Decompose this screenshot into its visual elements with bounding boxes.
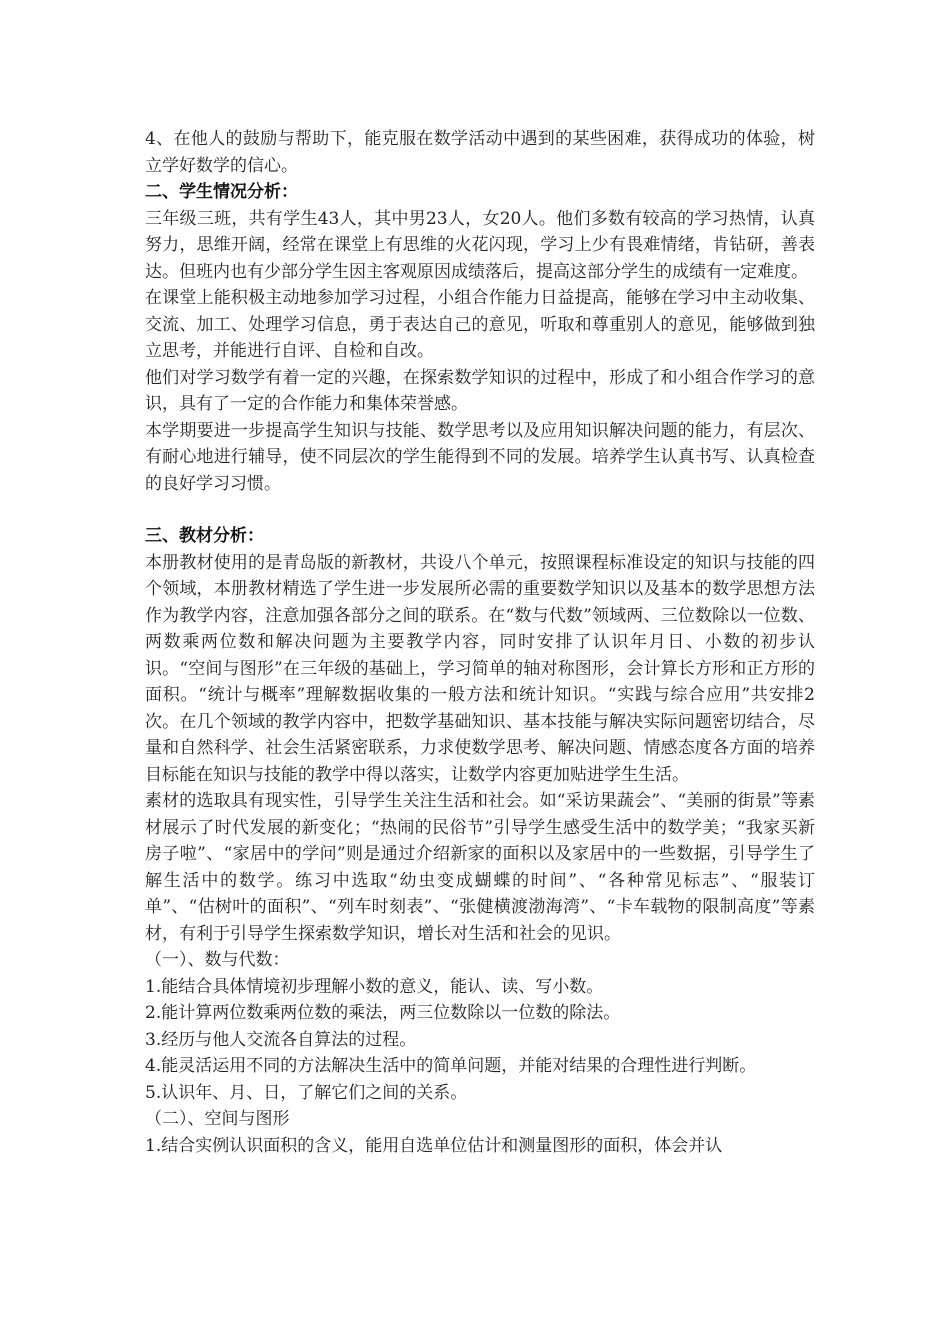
section-heading-textbook-analysis: 三、教材分析： [145, 526, 264, 546]
subsection-heading-number-algebra: （一）、数与代数： [145, 950, 290, 970]
document-page [145, 126, 815, 1159]
student-paragraph: 本学期要进一步提高学生知识与技能、数学思考以及应用知识解决问题的能力，有层次、有耐心地进行辅导，使不同层次的学生能得到不同的发展。培养学生认真书写、认真检查的良好学习习惯。 [145, 420, 815, 494]
list-item: 5.认识年、月、日，了解它们之间的关系。 [145, 1082, 468, 1103]
subsection-heading-space-figures: （二）、空间与图形 [145, 1109, 290, 1129]
list-item: 4.能灵活运用不同的方法解决生活中的简单问题，并能对结果的合理性进行判断。 [145, 1056, 757, 1076]
section-heading-student-analysis: 二、学生情况分析： [145, 182, 298, 202]
list-item: 3.经历与他人交流各自算法的过程。 [145, 1029, 417, 1050]
list-item: 1.能结合具体情境初步理解小数的意义，能认、读、写小数。 [145, 976, 604, 997]
textbook-paragraph: 本册教材使用的是青岛版的新教材，共设八个单元，按照课程标准设定的知识与技能的四个领域，本册教材精选了学生进一步发展所必需的重要数学知识以及基本的数学思想方法作为教学内容，注意加强各部分之间的联系。在“数与代数”领域两、三位数除以一位数、两数乘两位数和解决问题为主要教学内容，同时安排了认识年月日、小数的初步认识。“空间与图形”在三年级的基础上，学习简单的轴对称图形，会计算长方形和正方形的面积。“统计与概率”理解数据收集的一般方法和统计知识。“实践与综合应用”共安排2次。在几个领域的教学内容中，把数学基础知识、基本技能与解决实际问题密切结合，尽量和自然科学、社会生活紧密联系，力求使数学思考、解决问题、情感态度各方面的培养目标能在知识与技能的教学中得以落实，让数学内容更加贴进学生生活。 [145, 552, 815, 785]
student-paragraph: 在课堂上能积极主动地参加学习过程，小组合作能力日益提高，能够在学习中主动收集、交流、加工、处理学习信息，勇于表达自己的意见，听取和尊重别人的意见，能够做到独立思考，并能进行自评、自检和自改。 [145, 288, 815, 361]
textbook-paragraph: 素材的选取具有现实性，引导学生关注生活和社会。如“采访果蔬会”、“美丽的街景”等素材展示了时代发展的新变化；“热闹的民俗节”引导学生感受生活中的数学美；“我家买新房子啦”、“家居中的学问”则是通过介绍新家的面积以及家居中的一些数据，引导学生了解生活中的数学。练习中选取“幼虫变成蝴蝶的时间”、“各种常见标志”、“服装订单”、“估树叶的面积”、“列车时刻表”、“张健横渡渤海湾”、“卡车载物的限制高度”等素材，有利于引导学生探索数学知识，增长对生活和社会的见识。 [145, 791, 815, 944]
student-paragraph: 他们对学习数学有着一定的兴趣，在探索数学知识的过程中，形成了和小组合作学习的意识，具有了一定的合作能力和集体荣誉感。 [145, 367, 815, 414]
list-item: 2.能计算两位数乘两位数的乘法，两三位数除以一位数的除法。 [145, 1003, 621, 1023]
student-paragraph: 三年级三班，共有学生43人，其中男23人，女20人。他们多数有较高的学习热情，认真努力，思维开阔，经常在课堂上有思维的火花闪现，学习上少有畏难情绪，肯钻研，善表达。但班内也有少部分学生因主客观原因成绩落后，提高这部分学生的成绩有一定难度。 [145, 208, 815, 282]
list-item: 1.结合实例认识面积的含义，能用自选单位估计和测量图形的面积，体会并认 [145, 1135, 723, 1156]
paragraph-spacer [145, 497, 815, 523]
goal-item-4: 4、在他人的鼓励与帮助下，能克服在数学活动中遇到的某些困难，获得成功的体验，树立学好数学的信心。 [145, 129, 815, 176]
